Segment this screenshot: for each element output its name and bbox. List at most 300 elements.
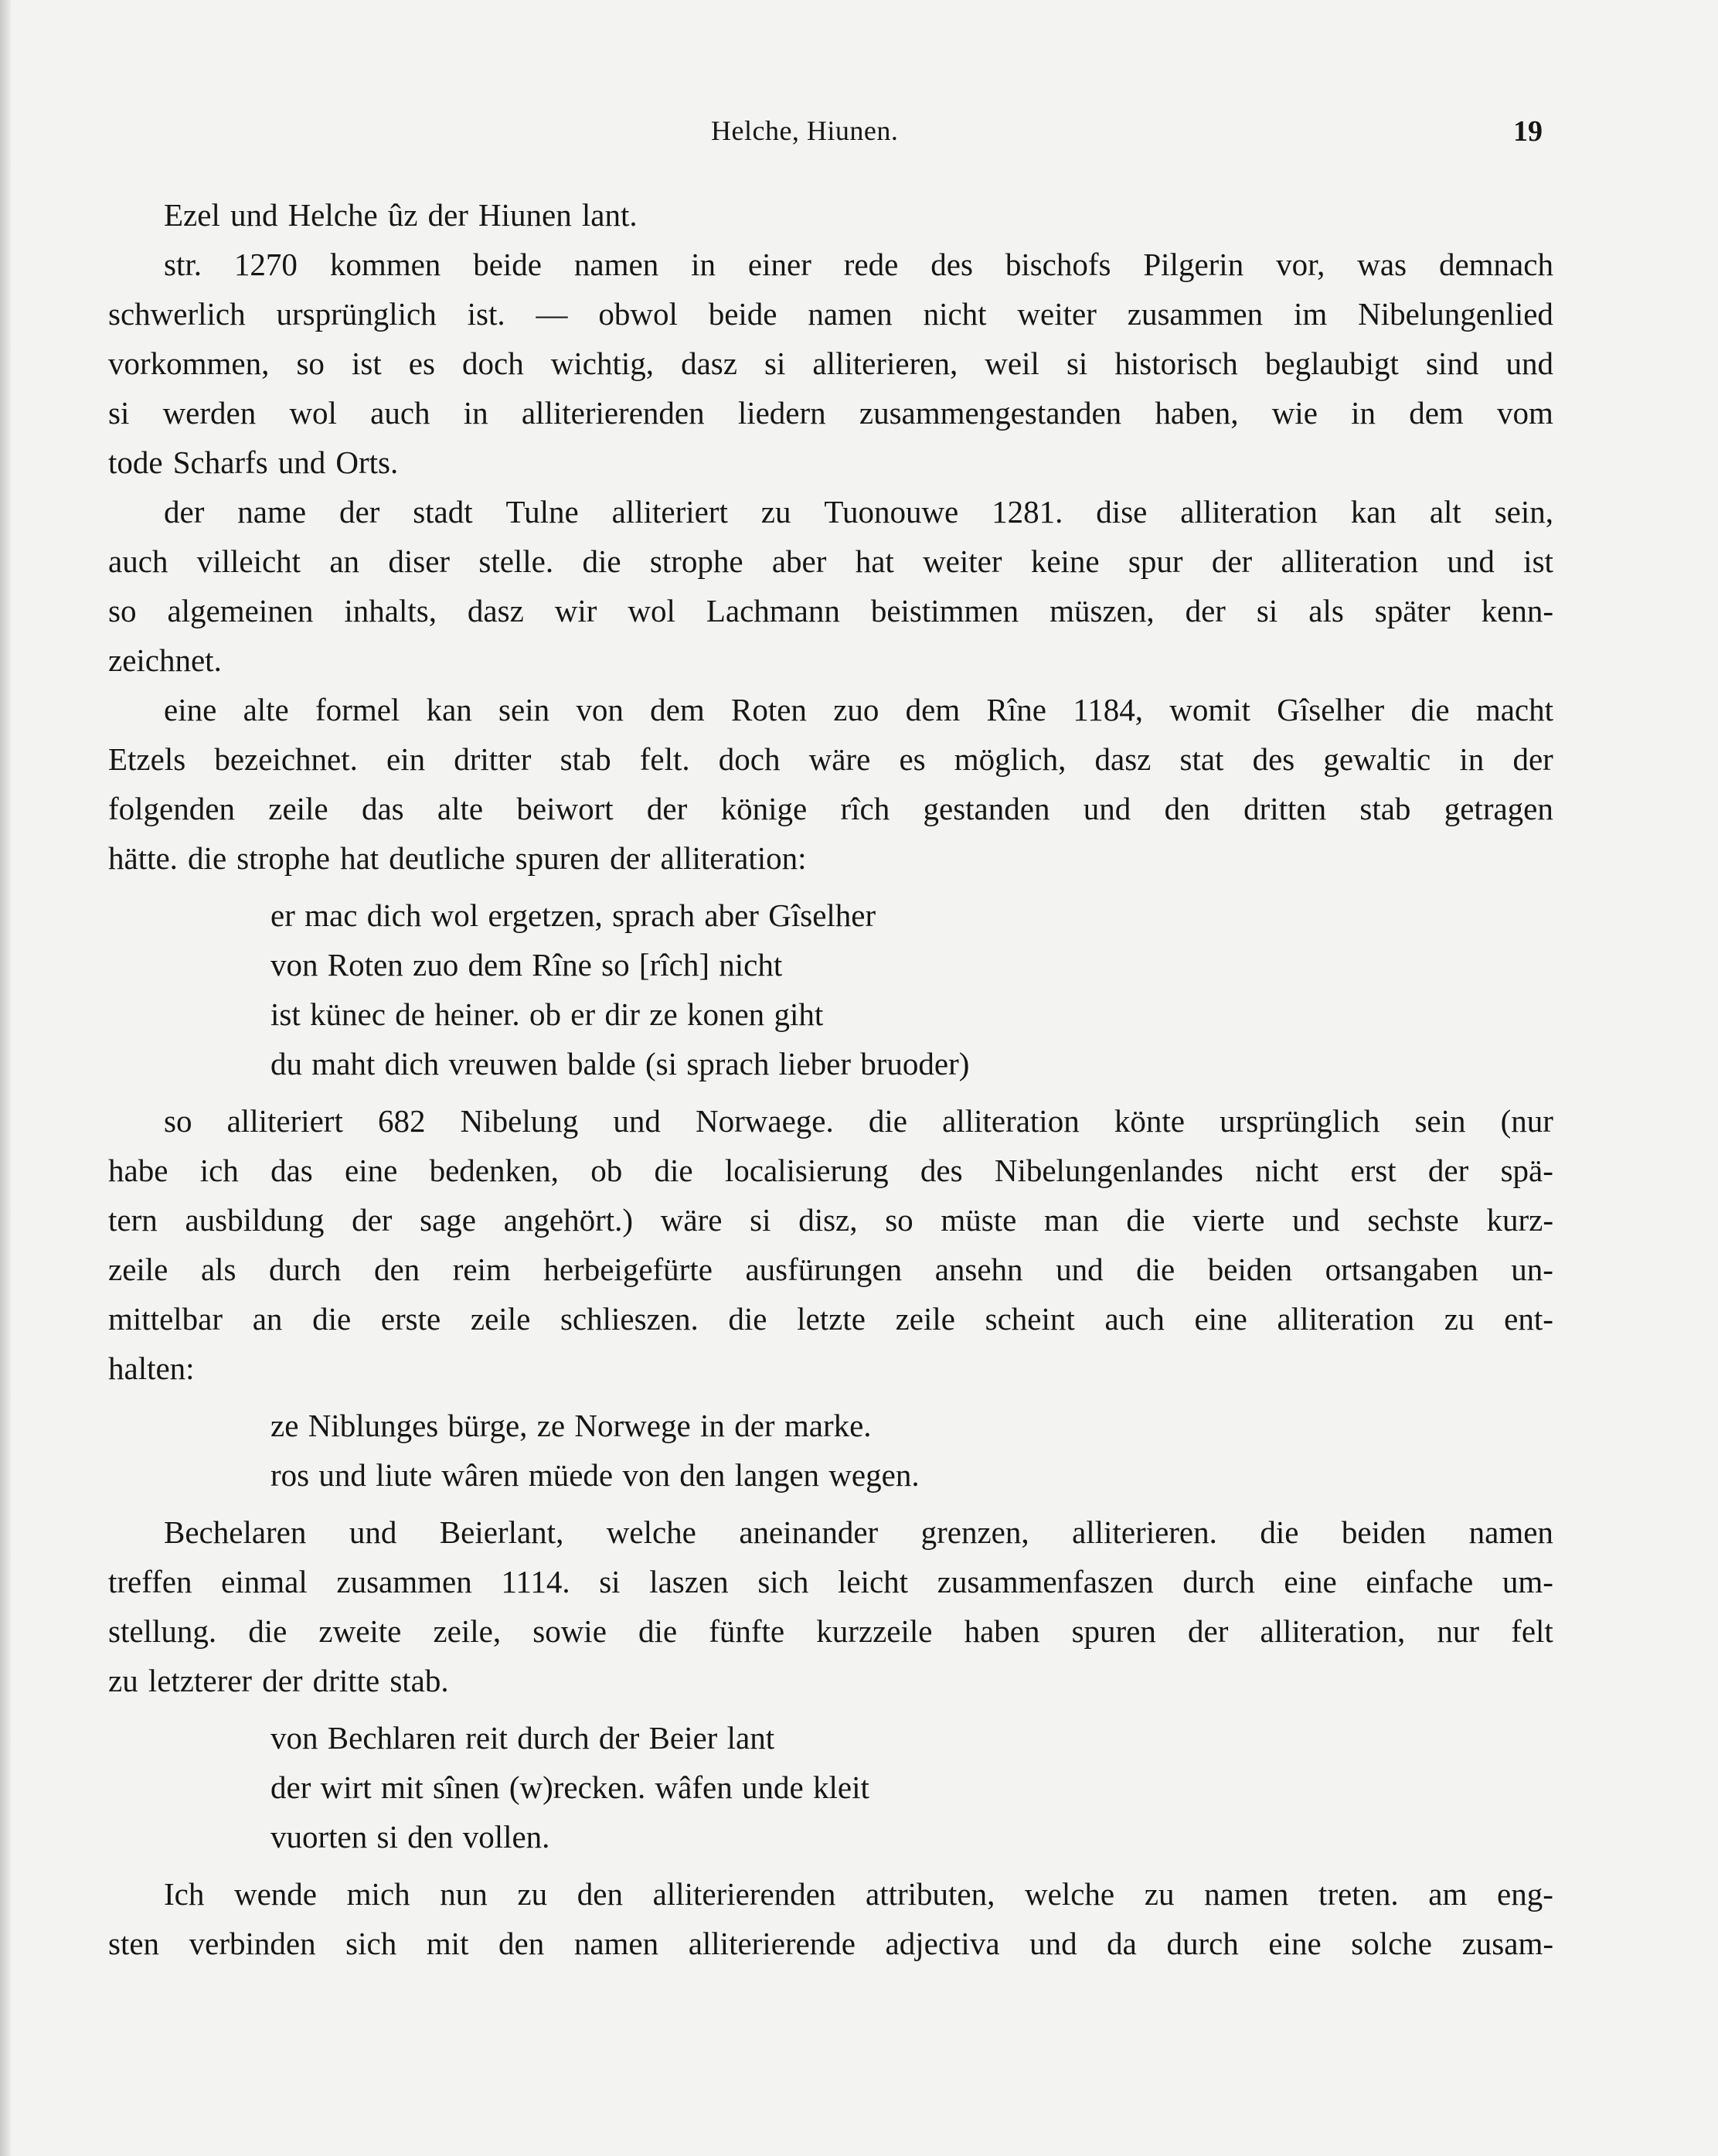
word: Scharfs — [172, 444, 268, 480]
word: aber — [704, 897, 759, 933]
word: zusammen — [336, 1564, 472, 1599]
word: weiter — [1017, 296, 1097, 332]
paragraph — [108, 487, 1553, 685]
word: alliterierende — [688, 1926, 856, 1961]
running-header: Helche, Hiunen. — [711, 115, 899, 146]
word: nicht — [923, 296, 987, 332]
word: ein — [386, 741, 426, 777]
word: dise — [1096, 494, 1148, 530]
word: der — [1427, 1153, 1469, 1188]
word: den — [679, 1457, 726, 1493]
word: von — [270, 947, 318, 983]
word: an — [329, 543, 360, 579]
word: ze — [536, 1408, 566, 1443]
word: könige — [720, 791, 808, 826]
spacer — [108, 1393, 1553, 1401]
word: Norwege — [574, 1408, 691, 1443]
word: mit — [426, 1926, 469, 1961]
text-line — [108, 1096, 1553, 1146]
word: eine — [345, 1153, 398, 1188]
word: des — [930, 247, 973, 282]
text-line — [108, 833, 1553, 883]
word: si — [764, 346, 786, 381]
verse-line — [270, 940, 1553, 989]
word: dritte — [312, 1663, 380, 1698]
word: der — [270, 1769, 311, 1805]
word: letzte — [797, 1301, 866, 1337]
word: ergetzen, — [488, 897, 603, 933]
word: dich — [366, 897, 422, 933]
word: ob — [529, 996, 561, 1032]
text-line — [108, 1344, 1553, 1393]
word: zusammengestanden — [859, 395, 1122, 431]
word: treffen — [108, 1564, 192, 1599]
word: in — [463, 395, 488, 431]
text-line — [108, 685, 1553, 734]
word: dritter — [454, 741, 532, 777]
word: haben, — [1155, 395, 1239, 431]
word: bedenken, — [429, 1153, 559, 1188]
word: ûz — [387, 197, 418, 233]
word: tern — [108, 1202, 158, 1238]
word: alliteriert — [611, 494, 728, 530]
word: dem — [1409, 395, 1464, 431]
word: (w)recken. — [509, 1769, 646, 1805]
word: spuren — [515, 840, 600, 876]
word: durch — [1166, 1926, 1239, 1961]
word: Tuonouwe — [824, 494, 959, 530]
word: der — [352, 1202, 393, 1238]
word: Ezel — [164, 197, 220, 233]
word: solche — [1351, 1926, 1433, 1961]
text-line — [108, 1245, 1553, 1294]
word: die — [312, 1301, 352, 1337]
word: so — [601, 947, 630, 983]
word: spä- — [1500, 1153, 1553, 1188]
word: lant. — [581, 197, 638, 233]
word: gewaltic — [1323, 741, 1431, 777]
word: dich — [384, 1046, 440, 1081]
word: mittelbar — [108, 1301, 223, 1337]
word: eine — [1284, 1564, 1337, 1599]
spacer — [108, 1861, 1553, 1869]
word: spur — [1128, 543, 1183, 579]
word: alliteration, — [1260, 1613, 1406, 1649]
word: der — [164, 494, 205, 530]
word: langen — [734, 1457, 820, 1493]
word: letzterer — [148, 1663, 253, 1698]
verse-block — [108, 1401, 1553, 1500]
word: wie — [1271, 395, 1318, 431]
word: den — [498, 1926, 545, 1961]
word: stellung. — [108, 1613, 217, 1649]
word: halten: — [108, 1350, 195, 1386]
word: nicht — [1255, 1153, 1319, 1188]
word: die — [1410, 692, 1450, 727]
word: erste — [380, 1301, 441, 1337]
word: es — [899, 741, 926, 777]
word: die — [582, 543, 621, 579]
word: das — [270, 1153, 313, 1188]
word: womit — [1169, 692, 1251, 727]
word: der — [1185, 593, 1226, 628]
word: doch — [718, 741, 781, 777]
word: zeile — [895, 1301, 955, 1337]
word: der — [1188, 1613, 1229, 1649]
word: namen — [1204, 1876, 1289, 1912]
word: zeile — [470, 1301, 531, 1337]
spacer — [108, 1705, 1553, 1713]
word: der — [338, 494, 380, 530]
word: möglich, — [954, 741, 1067, 777]
word: wichtig, — [550, 346, 655, 381]
word: namen — [808, 296, 893, 332]
text-line — [108, 289, 1553, 339]
word: strophe — [649, 543, 743, 579]
word: beistimmen — [870, 593, 1019, 628]
word: und — [277, 444, 326, 480]
word: müede — [528, 1457, 614, 1493]
word: zweite — [318, 1613, 402, 1649]
word: doch — [462, 346, 524, 381]
word: als — [200, 1252, 236, 1287]
word: Tulne — [505, 494, 579, 530]
word: sînen — [432, 1769, 500, 1805]
word: stat — [1179, 741, 1224, 777]
word: die — [1260, 1514, 1299, 1550]
word: 1270 — [233, 247, 298, 282]
word: was — [1357, 247, 1407, 282]
word: sage — [420, 1202, 477, 1238]
word: durch — [517, 1720, 590, 1756]
word: nur — [1437, 1613, 1480, 1649]
word: ist — [351, 346, 382, 381]
word: 1114. — [501, 1564, 570, 1599]
word: später — [1374, 593, 1451, 628]
word: er — [570, 996, 596, 1032]
word: alliteration: — [660, 840, 807, 876]
text-line — [108, 339, 1553, 388]
word: fünfte — [709, 1613, 785, 1649]
paragraph — [108, 190, 1553, 240]
word: macht — [1475, 692, 1553, 727]
word: stab — [560, 741, 611, 777]
word: obwol — [598, 296, 678, 332]
verse-line — [270, 989, 1553, 1039]
word: vorkommen, — [108, 346, 270, 381]
text-line — [108, 190, 1553, 240]
word: des — [1252, 741, 1295, 777]
word: dem — [468, 947, 523, 983]
word: einmal — [221, 1564, 308, 1599]
word: der — [734, 1408, 775, 1443]
word: ent- — [1504, 1301, 1553, 1337]
word: ortsangaben — [1325, 1252, 1478, 1287]
word: si — [376, 1819, 398, 1855]
word: sich — [345, 1926, 397, 1961]
word: der — [262, 1663, 303, 1698]
word: ist — [270, 996, 301, 1032]
word: auch — [108, 543, 168, 579]
book-spine-shadow — [0, 0, 11, 2156]
word: der — [1211, 543, 1253, 579]
word: scheint — [985, 1301, 1075, 1337]
word: vollen. — [462, 1819, 550, 1855]
word: si — [1256, 593, 1278, 628]
word: ist. — [467, 296, 505, 332]
word: sich — [757, 1564, 809, 1599]
word: welche — [606, 1514, 696, 1550]
word: alliteration — [1180, 494, 1318, 530]
word: Lachmann — [706, 593, 840, 628]
word: angehört.) — [503, 1202, 634, 1238]
word: welche — [1025, 1876, 1115, 1912]
word: disz, — [798, 1202, 858, 1238]
word: eng- — [1497, 1876, 1553, 1912]
word: ursprünglich — [276, 296, 437, 332]
word: sind — [1426, 346, 1479, 381]
word: name — [237, 494, 307, 530]
word: und — [1505, 346, 1553, 381]
word: sein, — [1494, 494, 1553, 530]
word: müste — [941, 1202, 1017, 1238]
word: ausbildung — [185, 1202, 325, 1238]
word: schlieszen. — [560, 1301, 699, 1337]
word: auch — [1104, 1301, 1165, 1337]
text-line — [108, 734, 1553, 784]
word: so — [164, 1103, 192, 1139]
word: müszen, — [1050, 593, 1155, 628]
word: adjectiva — [885, 1926, 1000, 1961]
word: stelle. — [478, 543, 554, 579]
word: und — [349, 1514, 397, 1550]
word: am — [1428, 1876, 1468, 1912]
word: zeile — [108, 1252, 168, 1287]
word: um- — [1502, 1564, 1553, 1599]
text-line — [108, 1146, 1553, 1195]
word: und — [1447, 543, 1495, 579]
word: Beier — [648, 1720, 718, 1756]
word: namen — [573, 1926, 659, 1961]
word: durch — [1182, 1564, 1255, 1599]
word: zusammen — [1127, 296, 1264, 332]
word: si — [1066, 346, 1088, 381]
word: Hiunen — [478, 197, 572, 233]
word: verbinden — [189, 1926, 316, 1961]
word: wir — [554, 593, 597, 628]
word: an — [252, 1301, 283, 1337]
word: beide — [473, 247, 542, 282]
word: beiwort — [516, 791, 614, 826]
word: den — [407, 1819, 454, 1855]
text-line — [108, 1606, 1553, 1656]
word: si — [108, 395, 130, 431]
word: dir — [604, 996, 640, 1032]
word: hat — [855, 543, 894, 579]
word: zusam- — [1461, 1926, 1553, 1961]
word: der — [1512, 741, 1553, 777]
word: folgenden — [108, 791, 235, 826]
word: zusammenfaszen — [937, 1564, 1154, 1599]
text-line — [108, 1869, 1553, 1919]
word: in — [1351, 395, 1376, 431]
word: vor, — [1276, 247, 1325, 282]
word: so — [108, 593, 137, 628]
word: könte — [1114, 1103, 1185, 1139]
word: kleit — [813, 1769, 869, 1805]
word: auch — [370, 395, 430, 431]
word: diser — [388, 543, 451, 579]
word: erst — [1350, 1153, 1397, 1188]
verse-line — [270, 891, 1553, 940]
word: liute — [376, 1457, 433, 1493]
word: Orts. — [335, 444, 399, 480]
word: treten. — [1318, 1876, 1399, 1912]
verse-block — [108, 891, 1553, 1088]
word: dritten — [1243, 791, 1327, 826]
word: und — [1292, 1202, 1340, 1238]
word: da — [1107, 1926, 1137, 1961]
word: zeichnet. — [108, 642, 222, 678]
word: sechste — [1367, 1202, 1459, 1238]
word: Beierlant, — [439, 1514, 564, 1550]
word: alliterieren. — [1072, 1514, 1217, 1550]
word: wirt — [320, 1769, 372, 1805]
text-line — [108, 586, 1553, 635]
word: des — [920, 1153, 963, 1188]
word: sten — [108, 1926, 160, 1961]
word: die — [1126, 1202, 1165, 1238]
word: attributen, — [866, 1876, 995, 1912]
paragraph — [108, 1869, 1553, 1968]
word: stadt — [413, 494, 473, 530]
word: und — [1029, 1926, 1077, 1961]
word: dem — [650, 692, 705, 727]
word: lieber — [778, 1046, 851, 1081]
word: si — [599, 1564, 621, 1599]
word: spuren — [1071, 1613, 1156, 1649]
word: mich — [346, 1876, 410, 1912]
word: laszen — [649, 1564, 729, 1599]
word: felt — [1511, 1613, 1553, 1649]
word: weil — [985, 346, 1039, 381]
word: von — [576, 692, 624, 727]
word: zu — [1144, 1876, 1175, 1912]
text-line — [108, 438, 1553, 487]
text-line — [108, 1195, 1553, 1245]
word: zuo — [413, 947, 459, 983]
word: eine — [1268, 1926, 1322, 1961]
word: in — [1459, 741, 1485, 777]
word: beide — [708, 296, 777, 332]
word: aneinander — [739, 1514, 879, 1550]
word: keine — [1030, 543, 1100, 579]
word: rîch — [840, 791, 890, 826]
word: bischofs — [1005, 247, 1111, 282]
word: wende — [234, 1876, 318, 1912]
word: eine — [1194, 1301, 1247, 1337]
word: weiter — [923, 543, 1002, 579]
page-number: 19 — [1513, 115, 1543, 148]
word: balde — [566, 1046, 636, 1081]
word: konen — [686, 996, 765, 1032]
word: zu — [1444, 1301, 1475, 1337]
main-text — [108, 190, 1553, 1968]
word: so — [885, 1202, 913, 1238]
word: du — [270, 1046, 302, 1081]
word: sein — [1414, 1103, 1466, 1139]
word: alt — [1429, 494, 1461, 530]
word: als — [1308, 593, 1344, 628]
word: den — [1164, 791, 1210, 826]
word: Roten — [327, 947, 403, 983]
word: alte — [437, 791, 484, 826]
text-line — [108, 1656, 1553, 1705]
word: durch — [269, 1252, 342, 1287]
text-line — [108, 784, 1553, 833]
word: heiner. — [434, 996, 520, 1032]
word: ursprünglich — [1220, 1103, 1380, 1139]
word: villeicht — [196, 543, 301, 579]
word: wâren — [441, 1457, 519, 1493]
word: Bechelaren — [164, 1514, 307, 1550]
word: reit — [465, 1720, 508, 1756]
word: den — [373, 1252, 420, 1287]
word: alte — [243, 692, 289, 727]
word: vierte — [1192, 1202, 1265, 1238]
word: das — [361, 791, 404, 826]
word: sprach — [686, 1046, 770, 1081]
word: liedern — [737, 395, 826, 431]
word: rede — [843, 247, 899, 282]
word: der — [427, 197, 468, 233]
word: wâfen — [655, 1769, 733, 1805]
word: in — [700, 1408, 725, 1443]
spacer — [108, 883, 1553, 891]
word: grenzen, — [920, 1514, 1029, 1550]
word: localisierung — [724, 1153, 889, 1188]
word: 1184, — [1073, 692, 1143, 727]
word: schwerlich — [108, 296, 246, 332]
word: zeile, — [433, 1613, 502, 1649]
word: marke. — [784, 1408, 872, 1443]
word: man — [1044, 1202, 1099, 1238]
word: inhalts, — [344, 593, 437, 628]
word: sprach — [612, 897, 696, 933]
word: Pilgerin — [1143, 247, 1244, 282]
word: haben — [964, 1613, 1040, 1649]
word: wol — [628, 593, 675, 628]
verse-line — [270, 1763, 1553, 1812]
paragraph — [108, 1096, 1553, 1393]
word: zu — [108, 1663, 138, 1698]
text-line — [108, 1294, 1553, 1344]
text-line — [108, 635, 1553, 685]
word: alliterierenden — [652, 1876, 836, 1912]
word: algemeinen — [167, 593, 314, 628]
word: die — [654, 1153, 693, 1188]
word: Nibelung — [460, 1103, 579, 1139]
word: der — [598, 1720, 640, 1756]
word: kenn- — [1481, 593, 1553, 628]
word: Gîselher — [1277, 692, 1385, 727]
word: kurz- — [1486, 1202, 1553, 1238]
word: nicht — [719, 947, 783, 983]
word: namen — [573, 247, 659, 282]
word: ros — [270, 1457, 310, 1493]
word: alliterierenden — [521, 395, 705, 431]
word: beiden — [1207, 1252, 1293, 1287]
